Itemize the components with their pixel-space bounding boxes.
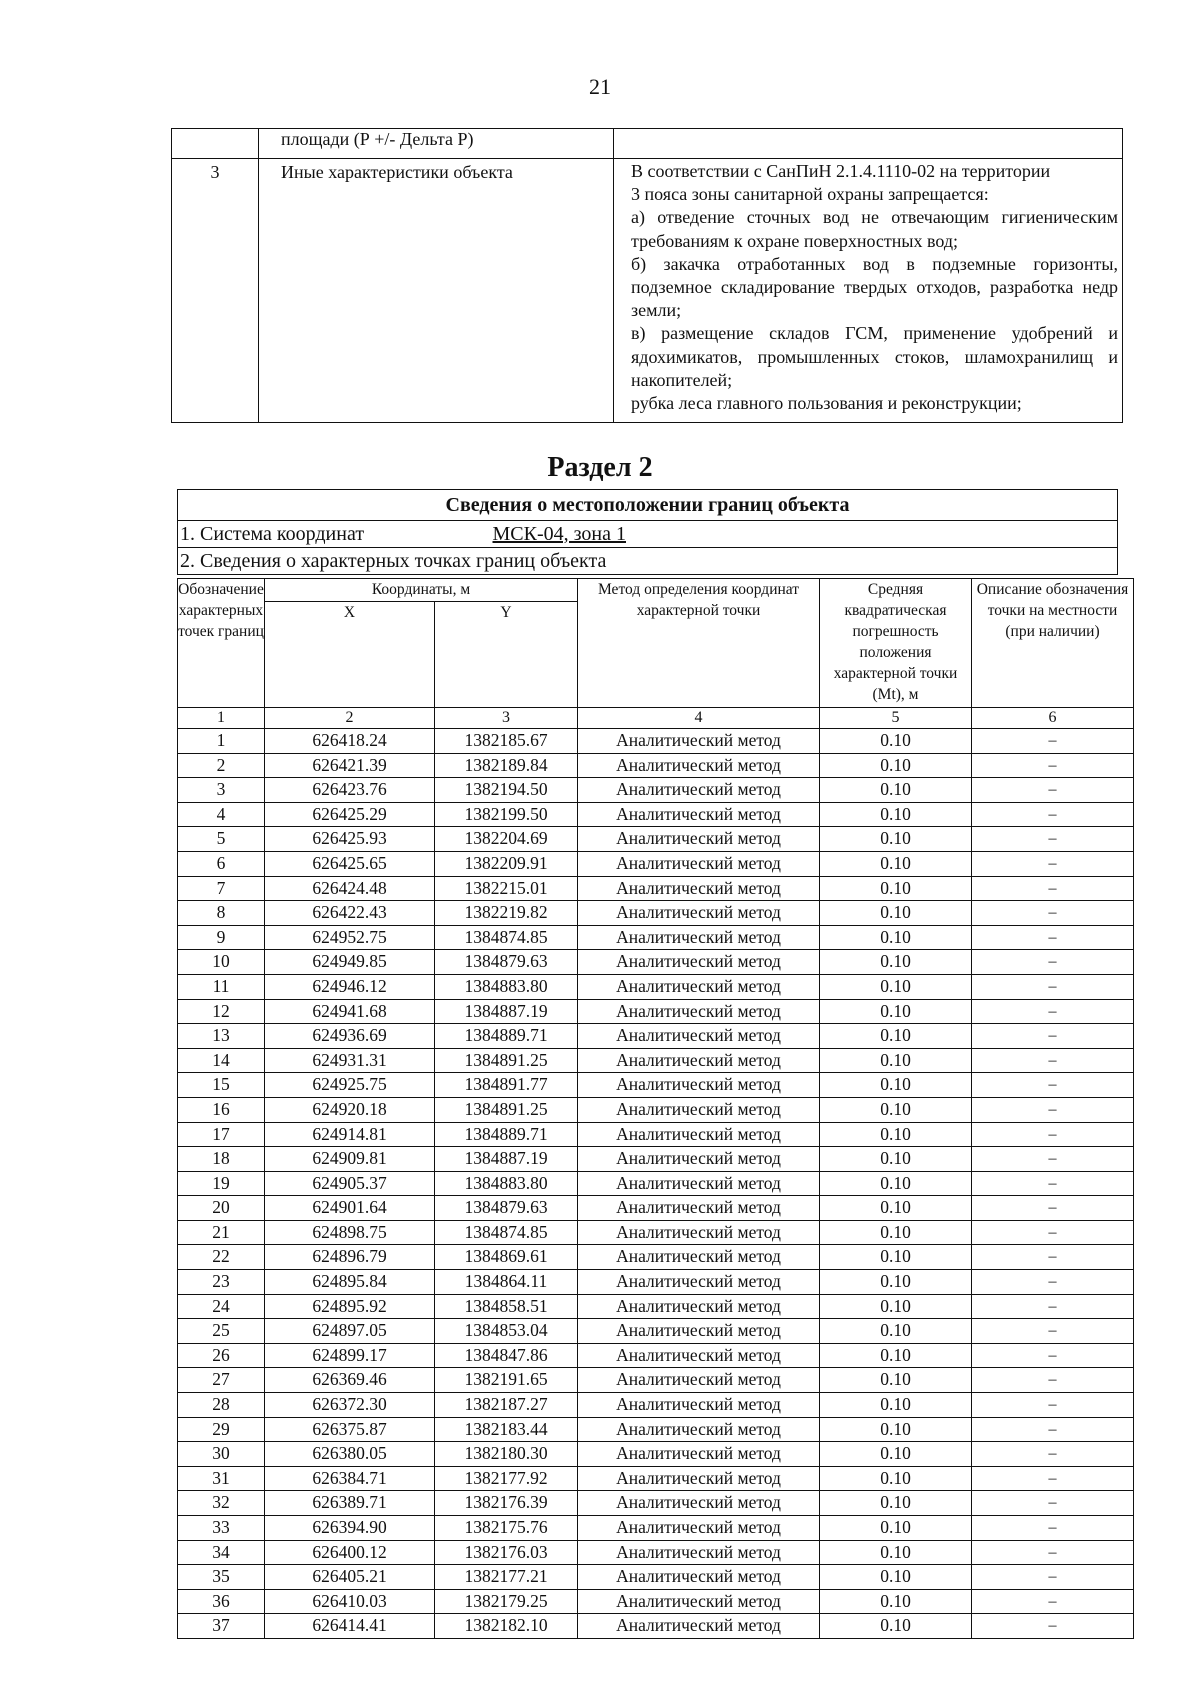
point-description: – (972, 729, 1134, 754)
point-error: 0.10 (820, 1343, 972, 1368)
table-row (178, 778, 1134, 803)
point-y: 1382176.03 (435, 1540, 578, 1565)
point-y: 1382204.69 (435, 827, 578, 852)
table-row (178, 1171, 1134, 1196)
point-x: 624905.37 (265, 1171, 435, 1196)
column-number: 3 (435, 708, 578, 729)
point-x: 626369.46 (265, 1368, 435, 1393)
point-method: Аналитический метод (578, 925, 820, 950)
point-number: 32 (178, 1491, 265, 1516)
point-error: 0.10 (820, 1122, 972, 1147)
point-number: 3 (178, 778, 265, 803)
point-x: 624899.17 (265, 1343, 435, 1368)
point-y: 1382176.39 (435, 1491, 578, 1516)
point-y: 1384874.85 (435, 1220, 578, 1245)
point-error: 0.10 (820, 1368, 972, 1393)
point-method: Аналитический метод (578, 950, 820, 975)
column-number: 1 (178, 708, 265, 729)
point-error: 0.10 (820, 729, 972, 754)
point-description: – (972, 974, 1134, 999)
point-description: – (972, 1466, 1134, 1491)
point-y: 1382215.01 (435, 876, 578, 901)
table-row (178, 729, 1134, 754)
point-number: 5 (178, 827, 265, 852)
point-x: 626394.90 (265, 1516, 435, 1541)
point-number: 36 (178, 1589, 265, 1614)
point-y: 1384864.11 (435, 1270, 578, 1295)
table-row (172, 129, 1123, 159)
point-number: 19 (178, 1171, 265, 1196)
table-row (178, 876, 1134, 901)
point-method: Аналитический метод (578, 1368, 820, 1393)
point-y: 1382209.91 (435, 851, 578, 876)
point-method: Аналитический метод (578, 1048, 820, 1073)
row-label: площади (Р +/- Дельта Р) (259, 129, 614, 159)
point-method: Аналитический метод (578, 1245, 820, 1270)
table-row (178, 851, 1134, 876)
row-value (614, 159, 1123, 423)
point-method: Аналитический метод (578, 876, 820, 901)
point-x: 624949.85 (265, 950, 435, 975)
point-x: 626380.05 (265, 1442, 435, 1467)
row-value (614, 129, 1123, 159)
table-row (178, 1343, 1134, 1368)
point-description: – (972, 851, 1134, 876)
point-description: – (972, 1368, 1134, 1393)
point-error: 0.10 (820, 1097, 972, 1122)
point-description: – (972, 1196, 1134, 1221)
point-y: 1384874.85 (435, 925, 578, 950)
point-error: 0.10 (820, 1589, 972, 1614)
point-error: 0.10 (820, 1565, 972, 1590)
point-error: 0.10 (820, 950, 972, 975)
point-error: 0.10 (820, 1220, 972, 1245)
point-number: 15 (178, 1073, 265, 1098)
point-method: Аналитический метод (578, 1122, 820, 1147)
table-row (178, 1122, 1134, 1147)
point-number: 4 (178, 802, 265, 827)
point-number: 1 (178, 729, 265, 754)
point-y: 1382182.10 (435, 1614, 578, 1639)
row-number (172, 129, 259, 159)
point-error: 0.10 (820, 802, 972, 827)
table-row (178, 974, 1134, 999)
point-description: – (972, 999, 1134, 1024)
point-number: 17 (178, 1122, 265, 1147)
point-number: 35 (178, 1565, 265, 1590)
point-description: – (972, 1491, 1134, 1516)
point-method: Аналитический метод (578, 1516, 820, 1541)
point-x: 626389.71 (265, 1491, 435, 1516)
point-x: 624946.12 (265, 974, 435, 999)
point-x: 624925.75 (265, 1073, 435, 1098)
point-number: 20 (178, 1196, 265, 1221)
header-coords: Координаты, м (265, 579, 578, 602)
point-description: – (972, 778, 1134, 803)
point-description: – (972, 1171, 1134, 1196)
point-x: 626375.87 (265, 1417, 435, 1442)
point-x: 626424.48 (265, 876, 435, 901)
restriction-paragraph: а) отведение сточных вод не отвечающим гигиеническим требованиям к охране поверхностных вод; (631, 207, 1118, 251)
point-error: 0.10 (820, 1245, 972, 1270)
point-x: 624941.68 (265, 999, 435, 1024)
table-row (178, 802, 1134, 827)
point-number: 34 (178, 1540, 265, 1565)
point-method: Аналитический метод (578, 1097, 820, 1122)
point-description: – (972, 1540, 1134, 1565)
restriction-paragraph: рубка леса главного пользования и реконструкции; (631, 393, 1022, 414)
column-number: 5 (820, 708, 972, 729)
point-method: Аналитический метод (578, 1171, 820, 1196)
point-description: – (972, 1147, 1134, 1172)
point-error: 0.10 (820, 1073, 972, 1098)
point-description: – (972, 1048, 1134, 1073)
point-error: 0.10 (820, 974, 972, 999)
point-error: 0.10 (820, 1393, 972, 1418)
point-description: – (972, 876, 1134, 901)
point-x: 626425.65 (265, 851, 435, 876)
point-description: – (972, 1122, 1134, 1147)
point-error: 0.10 (820, 778, 972, 803)
point-y: 1382175.76 (435, 1516, 578, 1541)
table-row (178, 999, 1134, 1024)
point-y: 1384883.80 (435, 1171, 578, 1196)
point-description: – (972, 1270, 1134, 1295)
point-x: 626405.21 (265, 1565, 435, 1590)
point-method: Аналитический метод (578, 1491, 820, 1516)
point-number: 8 (178, 901, 265, 926)
restriction-paragraph: 3 пояса зоны санитарной охраны запрещается: (631, 184, 989, 205)
point-method: Аналитический метод (578, 1614, 820, 1639)
page-number: 21 (589, 74, 611, 99)
point-x: 624936.69 (265, 1024, 435, 1049)
point-y: 1384887.19 (435, 999, 578, 1024)
point-x: 626422.43 (265, 901, 435, 926)
point-number: 24 (178, 1294, 265, 1319)
point-y: 1382177.92 (435, 1466, 578, 1491)
column-number: 6 (972, 708, 1134, 729)
point-y: 1382191.65 (435, 1368, 578, 1393)
header-method: Метод определения координат характерной точки (578, 579, 820, 708)
point-method: Аналитический метод (578, 1565, 820, 1590)
point-method: Аналитический метод (578, 901, 820, 926)
table-row (178, 1073, 1134, 1098)
point-y: 1384891.77 (435, 1073, 578, 1098)
point-y: 1384847.86 (435, 1343, 578, 1368)
point-description: – (972, 1614, 1134, 1639)
point-error: 0.10 (820, 1442, 972, 1467)
point-description: – (972, 950, 1134, 975)
coord-system-value: МСК-04, зона 1 (492, 522, 626, 545)
point-error: 0.10 (820, 1491, 972, 1516)
point-error: 0.10 (820, 1516, 972, 1541)
point-description: – (972, 1097, 1134, 1122)
point-method: Аналитический метод (578, 999, 820, 1024)
column-number: 4 (578, 708, 820, 729)
point-error: 0.10 (820, 1270, 972, 1295)
point-error: 0.10 (820, 1048, 972, 1073)
point-y: 1384887.19 (435, 1147, 578, 1172)
point-x: 626400.12 (265, 1540, 435, 1565)
point-method: Аналитический метод (578, 729, 820, 754)
table-row (178, 1147, 1134, 1172)
point-y: 1384879.63 (435, 950, 578, 975)
point-number: 27 (178, 1368, 265, 1393)
point-error: 0.10 (820, 999, 972, 1024)
point-y: 1382199.50 (435, 802, 578, 827)
boundary-points-table (177, 578, 1134, 1639)
point-number: 11 (178, 974, 265, 999)
table-row (178, 1270, 1134, 1295)
point-x: 624931.31 (265, 1048, 435, 1073)
table-row (178, 1491, 1134, 1516)
point-number: 21 (178, 1220, 265, 1245)
table-row (178, 1294, 1134, 1319)
table-row (178, 1048, 1134, 1073)
table-row (178, 950, 1134, 975)
point-y: 1382180.30 (435, 1442, 578, 1467)
point-method: Аналитический метод (578, 1147, 820, 1172)
point-description: – (972, 1565, 1134, 1590)
point-error: 0.10 (820, 753, 972, 778)
point-y: 1384891.25 (435, 1048, 578, 1073)
header-x: X (265, 602, 435, 708)
point-number: 23 (178, 1270, 265, 1295)
table-row (178, 925, 1134, 950)
point-number: 18 (178, 1147, 265, 1172)
point-description: – (972, 1417, 1134, 1442)
point-y: 1382179.25 (435, 1589, 578, 1614)
point-method: Аналитический метод (578, 1024, 820, 1049)
point-description: – (972, 753, 1134, 778)
coord-system-row (178, 521, 1118, 548)
section-header-table (177, 489, 1118, 575)
point-method: Аналитический метод (578, 827, 820, 852)
point-method: Аналитический метод (578, 778, 820, 803)
point-error: 0.10 (820, 1319, 972, 1344)
table-row (178, 827, 1134, 852)
point-y: 1382194.50 (435, 778, 578, 803)
point-y: 1382189.84 (435, 753, 578, 778)
column-number: 2 (265, 708, 435, 729)
point-description: – (972, 1220, 1134, 1245)
point-x: 624909.81 (265, 1147, 435, 1172)
table-row (178, 901, 1134, 926)
point-x: 626372.30 (265, 1393, 435, 1418)
point-x: 624920.18 (265, 1097, 435, 1122)
point-x: 624914.81 (265, 1122, 435, 1147)
point-number: 25 (178, 1319, 265, 1344)
point-number: 16 (178, 1097, 265, 1122)
table-row (178, 1319, 1134, 1344)
point-error: 0.10 (820, 876, 972, 901)
point-error: 0.10 (820, 1466, 972, 1491)
point-number: 10 (178, 950, 265, 975)
point-number: 2 (178, 753, 265, 778)
section-title: Раздел 2 (547, 452, 653, 483)
point-error: 0.10 (820, 1024, 972, 1049)
point-x: 624895.84 (265, 1270, 435, 1295)
point-description: – (972, 1442, 1134, 1467)
point-method: Аналитический метод (578, 1294, 820, 1319)
point-x: 626414.41 (265, 1614, 435, 1639)
point-number: 31 (178, 1466, 265, 1491)
point-error: 0.10 (820, 901, 972, 926)
object-characteristics-table (171, 128, 1123, 423)
point-method: Аналитический метод (578, 851, 820, 876)
header-designation: Обозначение характерных точек границ (178, 579, 265, 708)
point-y: 1382219.82 (435, 901, 578, 926)
table-row (178, 1196, 1134, 1221)
point-description: – (972, 1245, 1134, 1270)
point-x: 626425.93 (265, 827, 435, 852)
point-method: Аналитический метод (578, 1343, 820, 1368)
coord-system-label: 1. Система координат (180, 522, 365, 545)
point-error: 0.10 (820, 827, 972, 852)
point-x: 626423.76 (265, 778, 435, 803)
point-x: 626410.03 (265, 1589, 435, 1614)
point-y: 1382183.44 (435, 1417, 578, 1442)
point-y: 1384879.63 (435, 1196, 578, 1221)
table-row (178, 1024, 1134, 1049)
point-y: 1384853.04 (435, 1319, 578, 1344)
point-description: – (972, 1516, 1134, 1541)
restriction-paragraph: в) размещение складов ГСМ, применение удобрений и ядохимикатов, промышленных стоков, шламохранилищ и накопителей; (631, 323, 1118, 390)
row-label: Иные характеристики объекта (259, 159, 614, 423)
point-number: 33 (178, 1516, 265, 1541)
points-label: 2. Сведения о характерных точках границ объекта (178, 548, 1118, 575)
section-header: Сведения о местоположении границ объекта (178, 490, 1118, 521)
point-method: Аналитический метод (578, 753, 820, 778)
point-error: 0.10 (820, 1294, 972, 1319)
point-description: – (972, 1343, 1134, 1368)
table-row (178, 1417, 1134, 1442)
point-number: 28 (178, 1393, 265, 1418)
point-method: Аналитический метод (578, 1319, 820, 1344)
point-description: – (972, 925, 1134, 950)
point-error: 0.10 (820, 1417, 972, 1442)
header-description: Описание обозначения точки на местности (при наличии) (972, 579, 1134, 708)
point-description: – (972, 1589, 1134, 1614)
point-x: 626421.39 (265, 753, 435, 778)
point-method: Аналитический метод (578, 974, 820, 999)
table-row (178, 1220, 1134, 1245)
point-error: 0.10 (820, 1196, 972, 1221)
header-y: Y (435, 602, 578, 708)
point-x: 626418.24 (265, 729, 435, 754)
point-y: 1384889.71 (435, 1024, 578, 1049)
point-y: 1382185.67 (435, 729, 578, 754)
point-description: – (972, 1073, 1134, 1098)
point-x: 624896.79 (265, 1245, 435, 1270)
point-x: 624897.05 (265, 1319, 435, 1344)
point-method: Аналитический метод (578, 1589, 820, 1614)
point-error: 0.10 (820, 1614, 972, 1639)
point-y: 1382177.21 (435, 1565, 578, 1590)
point-number: 30 (178, 1442, 265, 1467)
table-row (178, 1245, 1134, 1270)
point-number: 6 (178, 851, 265, 876)
point-method: Аналитический метод (578, 1270, 820, 1295)
point-y: 1384883.80 (435, 974, 578, 999)
point-method: Аналитический метод (578, 1220, 820, 1245)
point-description: – (972, 1393, 1134, 1418)
point-x: 626425.29 (265, 802, 435, 827)
point-x: 624898.75 (265, 1220, 435, 1245)
point-method: Аналитический метод (578, 802, 820, 827)
point-method: Аналитический метод (578, 1442, 820, 1467)
point-error: 0.10 (820, 925, 972, 950)
point-method: Аналитический метод (578, 1196, 820, 1221)
point-number: 13 (178, 1024, 265, 1049)
point-method: Аналитический метод (578, 1417, 820, 1442)
restriction-paragraph: б) закачка отработанных вод в подземные горизонты, подземное складирование твердых отходов, разработка недр земли; (631, 253, 1118, 321)
row-number: 3 (172, 159, 259, 423)
point-y: 1384891.25 (435, 1097, 578, 1122)
table-row (178, 1393, 1134, 1418)
point-y: 1384869.61 (435, 1245, 578, 1270)
table-row (178, 1540, 1134, 1565)
table-row (178, 1516, 1134, 1541)
point-number: 7 (178, 876, 265, 901)
table-row (178, 1589, 1134, 1614)
point-description: – (972, 1024, 1134, 1049)
table-row (178, 753, 1134, 778)
point-method: Аналитический метод (578, 1393, 820, 1418)
point-number: 37 (178, 1614, 265, 1639)
table-row (178, 1368, 1134, 1393)
point-y: 1382187.27 (435, 1393, 578, 1418)
table-row (178, 1097, 1134, 1122)
point-error: 0.10 (820, 1540, 972, 1565)
point-x: 624952.75 (265, 925, 435, 950)
point-number: 14 (178, 1048, 265, 1073)
point-description: – (972, 1294, 1134, 1319)
table-row (178, 1614, 1134, 1639)
point-description: – (972, 802, 1134, 827)
point-x: 624901.64 (265, 1196, 435, 1221)
point-number: 26 (178, 1343, 265, 1368)
point-number: 22 (178, 1245, 265, 1270)
point-error: 0.10 (820, 851, 972, 876)
point-error: 0.10 (820, 1171, 972, 1196)
table-row (178, 1442, 1134, 1467)
point-description: – (972, 1319, 1134, 1344)
point-number: 12 (178, 999, 265, 1024)
point-method: Аналитический метод (578, 1466, 820, 1491)
header-error: Средняя квадратическая погрешность положения характерной точки (Mt), м (820, 579, 972, 708)
point-y: 1384858.51 (435, 1294, 578, 1319)
point-y: 1384889.71 (435, 1122, 578, 1147)
point-number: 29 (178, 1417, 265, 1442)
restriction-paragraph: В соответствии с СанПиН 2.1.4.1110-02 на территории (631, 161, 1051, 181)
point-number: 9 (178, 925, 265, 950)
point-error: 0.10 (820, 1147, 972, 1172)
point-x: 626384.71 (265, 1466, 435, 1491)
point-description: – (972, 827, 1134, 852)
table-row (178, 1565, 1134, 1590)
point-method: Аналитический метод (578, 1073, 820, 1098)
column-numbers-row (178, 708, 1134, 729)
table-row (178, 1466, 1134, 1491)
table-row (172, 159, 1123, 423)
point-description: – (972, 901, 1134, 926)
point-method: Аналитический метод (578, 1540, 820, 1565)
point-x: 624895.92 (265, 1294, 435, 1319)
